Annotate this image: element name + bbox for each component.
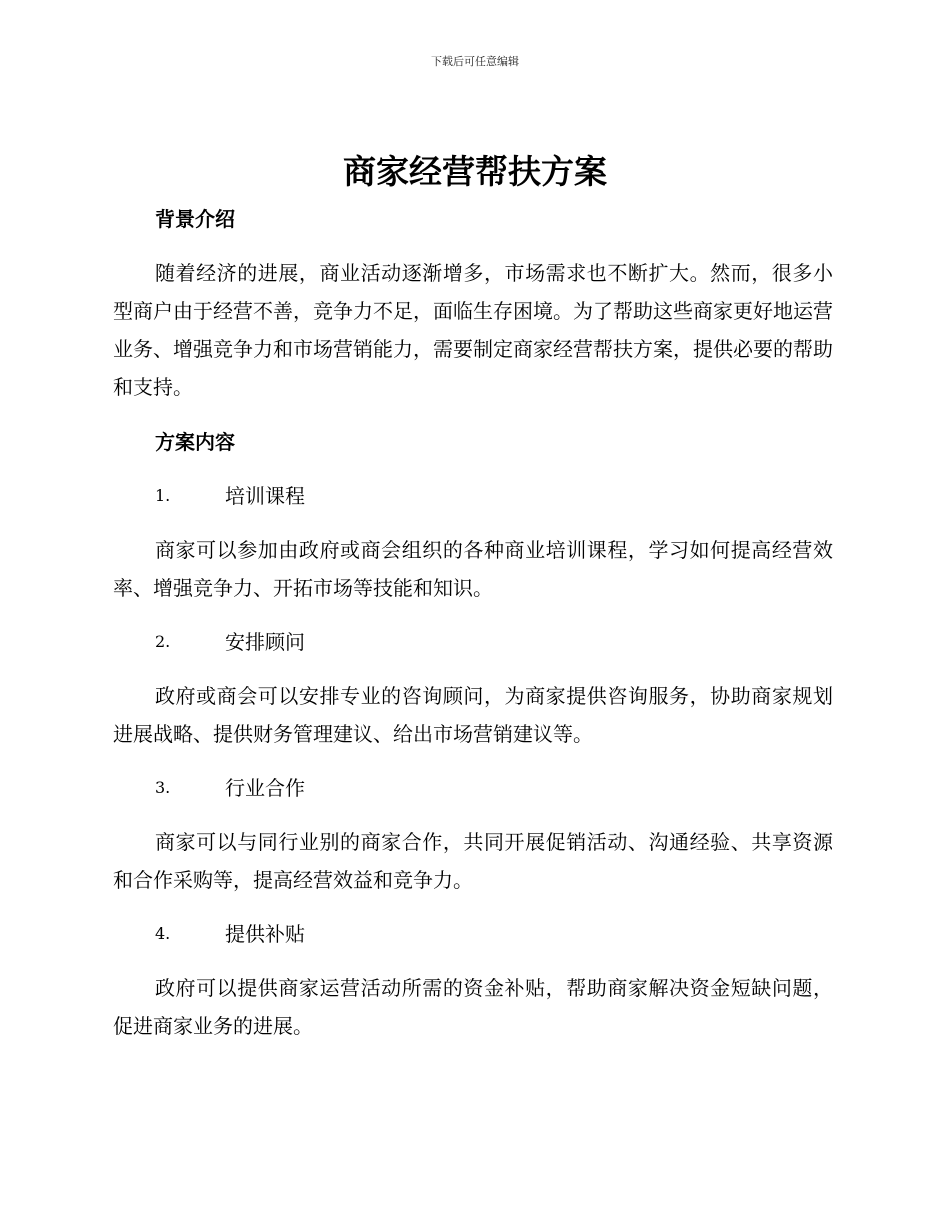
list-item-number: 3. <box>155 778 171 797</box>
list-item-title <box>113 769 833 807</box>
list-item-title <box>113 623 833 661</box>
list-item-title <box>113 915 833 953</box>
list-item-number: 4. <box>155 924 171 943</box>
list-item-label: 安排顾问 <box>225 630 305 654</box>
list-item-number: 2. <box>155 632 171 651</box>
list-item-label: 行业合作 <box>225 776 305 800</box>
list-item-label: 提供补贴 <box>225 922 305 946</box>
list-item-label: 培训课程 <box>225 484 305 508</box>
section-heading-plan: 方案内容 <box>155 430 235 454</box>
list-item-paragraph: 政府或商会可以安排专业的咨询顾问，为商家提供咨询服务，协助商家规划进展战略、提供财务管理建议、给出市场营销建议等。 <box>113 684 833 746</box>
list-item-number: 1. <box>155 486 171 505</box>
section-heading-background: 背景介绍 <box>155 207 235 231</box>
list-item-title <box>113 477 833 515</box>
list-item-paragraph: 政府可以提供商家运营活动所需的资金补贴，帮助商家解决资金短缺问题，促进商家业务的进展。 <box>113 976 833 1038</box>
header-note: 下载后可任意编辑 <box>431 55 519 68</box>
document-title: 商家经营帮扶方案 <box>343 152 607 191</box>
document-body <box>113 200 833 1045</box>
list-item-paragraph: 商家可以参加由政府或商会组织的各种商业培训课程，学习如何提高经营效率、增强竞争力、开拓市场等技能和知识。 <box>113 538 833 600</box>
background-paragraph: 随着经济的进展，商业活动逐渐增多，市场需求也不断扩大。然而，很多小型商户由于经营不善，竞争力不足，面临生存困境。为了帮助这些商家更好地运营业务、增强竞争力和市场营销能力，需要制定商家经营帮扶方案，提供必要的帮助和支持。 <box>113 261 833 399</box>
list-item-paragraph: 商家可以与同行业别的商家合作，共同开展促销活动、沟通经验、共享资源和合作采购等，提高经营效益和竞争力。 <box>113 830 833 892</box>
